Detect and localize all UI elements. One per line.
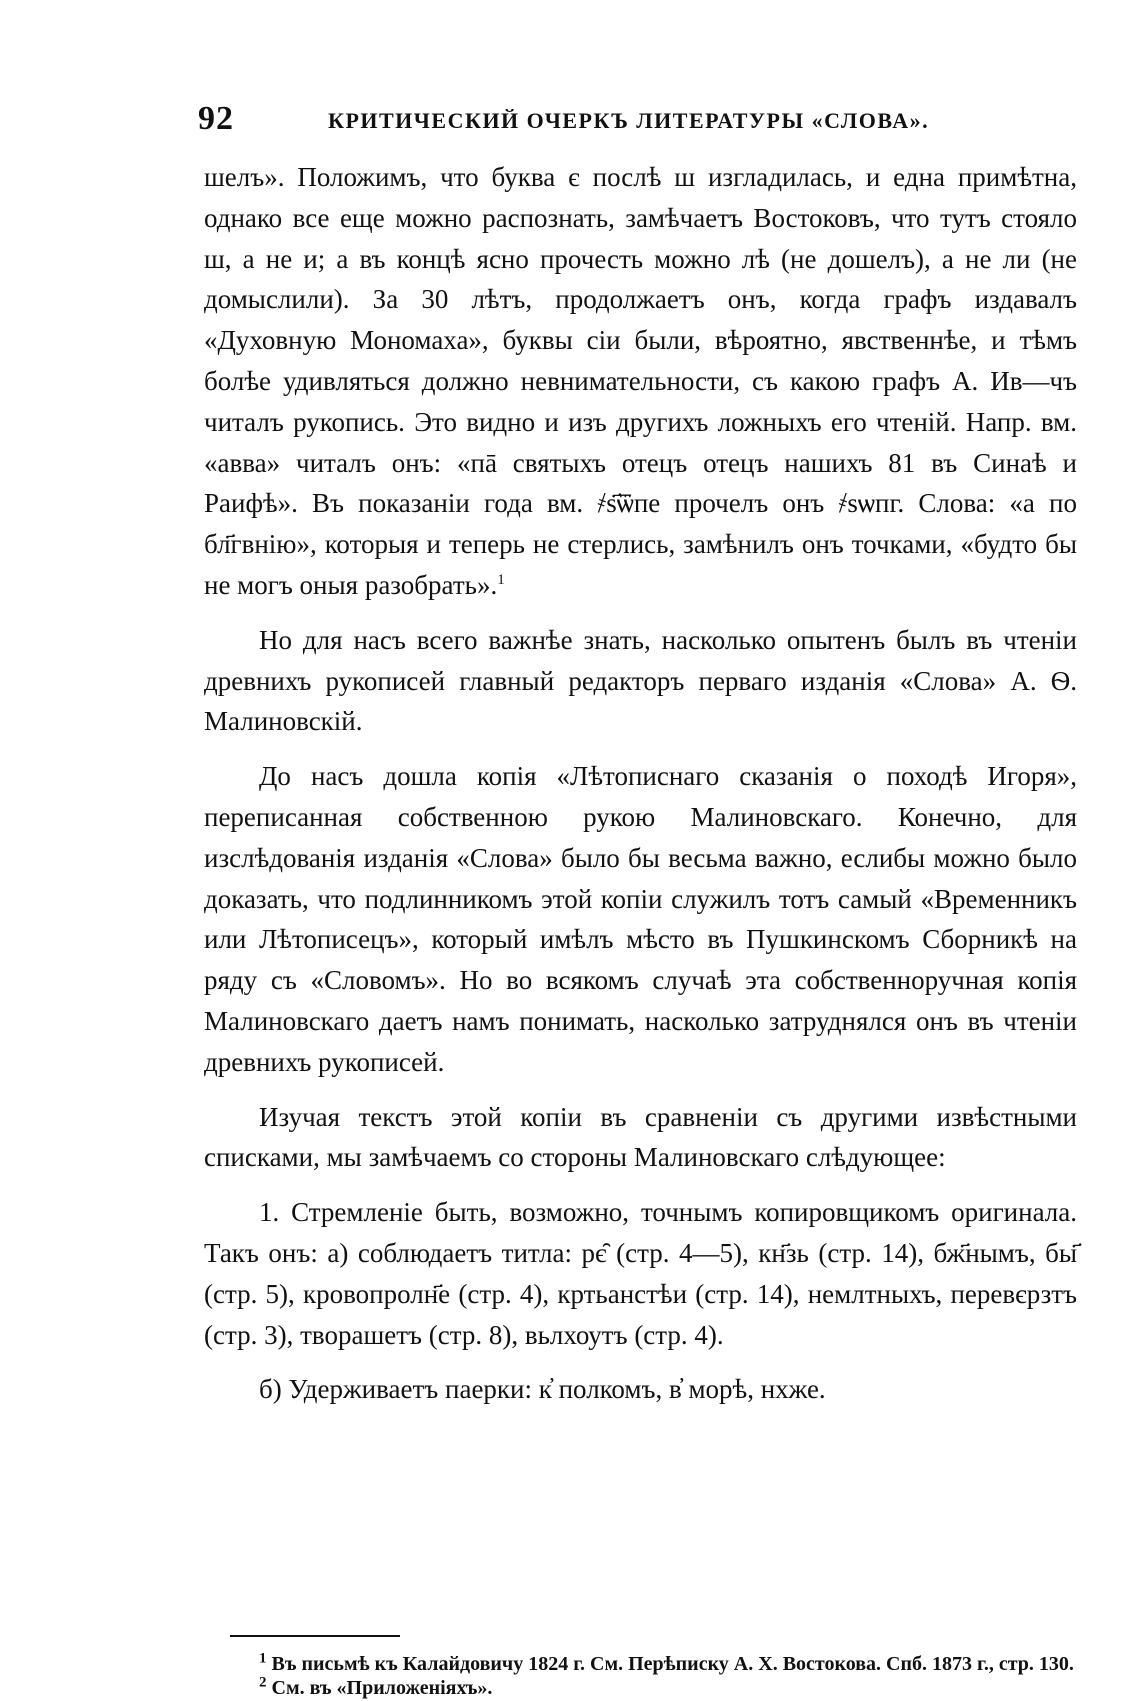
footnote-2	[204, 1676, 1077, 1700]
paragraph-6: б) Удерживаетъ паерки: к҆ полкомъ, в҆ морѣ, нхже.	[259, 1374, 826, 1405]
paragraph-2: Но для насъ всего важнѣе знать, насколько опытенъ былъ въ чтеніи древнихъ рукописей главный редакторъ перваго изданія «Слова» А. Ѳ. Малиновскій.	[204, 624, 1077, 737]
paragraph-5: 1. Стремленіе быть, возможно, точнымъ копировщикомъ оригинала. Такъ онъ: а) соблюдаетъ титла: рє̑ (стр. 4—5), кн҃зь (стр. 14), бж҃нымъ, бы҃ (стр. 5), кровопролн҃е (стр. 4), кртьанстѣи (стр. 14), немлтныхъ, перевєрзтъ (стр. 3), творашетъ (стр. 8), вьлхоутъ (стр. 4).	[204, 1197, 1077, 1350]
footnote-2-marker: 2	[259, 1674, 267, 1691]
running-head	[198, 100, 1078, 140]
paragraph-1	[204, 157, 1077, 606]
footnote-2-text: См. въ «Приложеніяхъ».	[271, 1677, 493, 1699]
footnotes	[204, 1652, 1077, 1700]
footnote-1-marker: 1	[259, 1650, 267, 1667]
running-title: КРИТИЧЕСКИЙ ОЧЕРКЪ ЛИТЕРАТУРЫ «СЛОВА».	[328, 108, 930, 133]
page-number: 92	[198, 100, 234, 137]
footnote-1	[204, 1652, 1077, 1676]
main-text	[204, 157, 1077, 1410]
paragraph-4: Изучая текстъ этой копіи въ сравненіи съ другими извѣстными списками, мы замѣчаемъ со стороны Малиновскаго слѣдующее:	[204, 1101, 1077, 1173]
paragraph-3: До насъ дошла копія «Лѣтописнаго сказанія о походѣ Игоря», переписанная собственною рукою Малиновскаго. Конечно, для изслѣдованія изданія «Слова» было бы весьма важно, еслибы можно было доказать, что подлинникомъ этой копіи служилъ тотъ самый «Временникъ или Лѣтописецъ», который имѣлъ мѣсто въ Пушкинскомъ Сборникѣ на ряду съ «Словомъ». Но во всякомъ случаѣ эта собственноручная копія Малиновскаго даетъ намъ понимать, насколько затруднялся онъ въ чтеніи древнихъ рукописей.	[204, 761, 1077, 1077]
paragraph-1-text: шелъ». Положимъ, что буква є послѣ ш изгладилась, и една примѣтна, однако все еще можно распознать, замѣчаетъ Востоковъ, что тутъ стояло ш, а не и; а въ концѣ ясно прочесть можно лѣ (не дошелъ), а не ли (не домыслили). За 30 лѣтъ, продолжаетъ онъ, когда графъ издавалъ «Духовную Мономаха», буквы сіи были, вѣроятно, явственнѣе, и тѣмъ болѣе удивляться должно невнимательности, съ какою графъ А. Ив—чъ читалъ рукопись. Это видно и изъ другихъ ложныхъ его чтеній. Напр. вм. «авва» читалъ онъ: «пā святыхъ отецъ отецъ нашихъ 81 въ Синаѣ и Раифѣ». Въ показаніи года вм. ҂ѕ҃ѿпе прочелъ онъ ҂ѕѡпг. Слова: «а по бл҃гвнію», которыя и теперь не стерлись, замѣнилъ онъ точками, «будто бы не могъ оныя разобрать».	[204, 162, 1077, 600]
footnote-ref-1: 1	[497, 571, 505, 588]
footnote-divider	[230, 1635, 400, 1637]
footnote-1-text: Въ письмѣ къ Калайдовичу 1824 г. См. Перѣписку А. Х. Востокова. Спб. 1873 г., стр. 130.	[271, 1653, 1074, 1675]
